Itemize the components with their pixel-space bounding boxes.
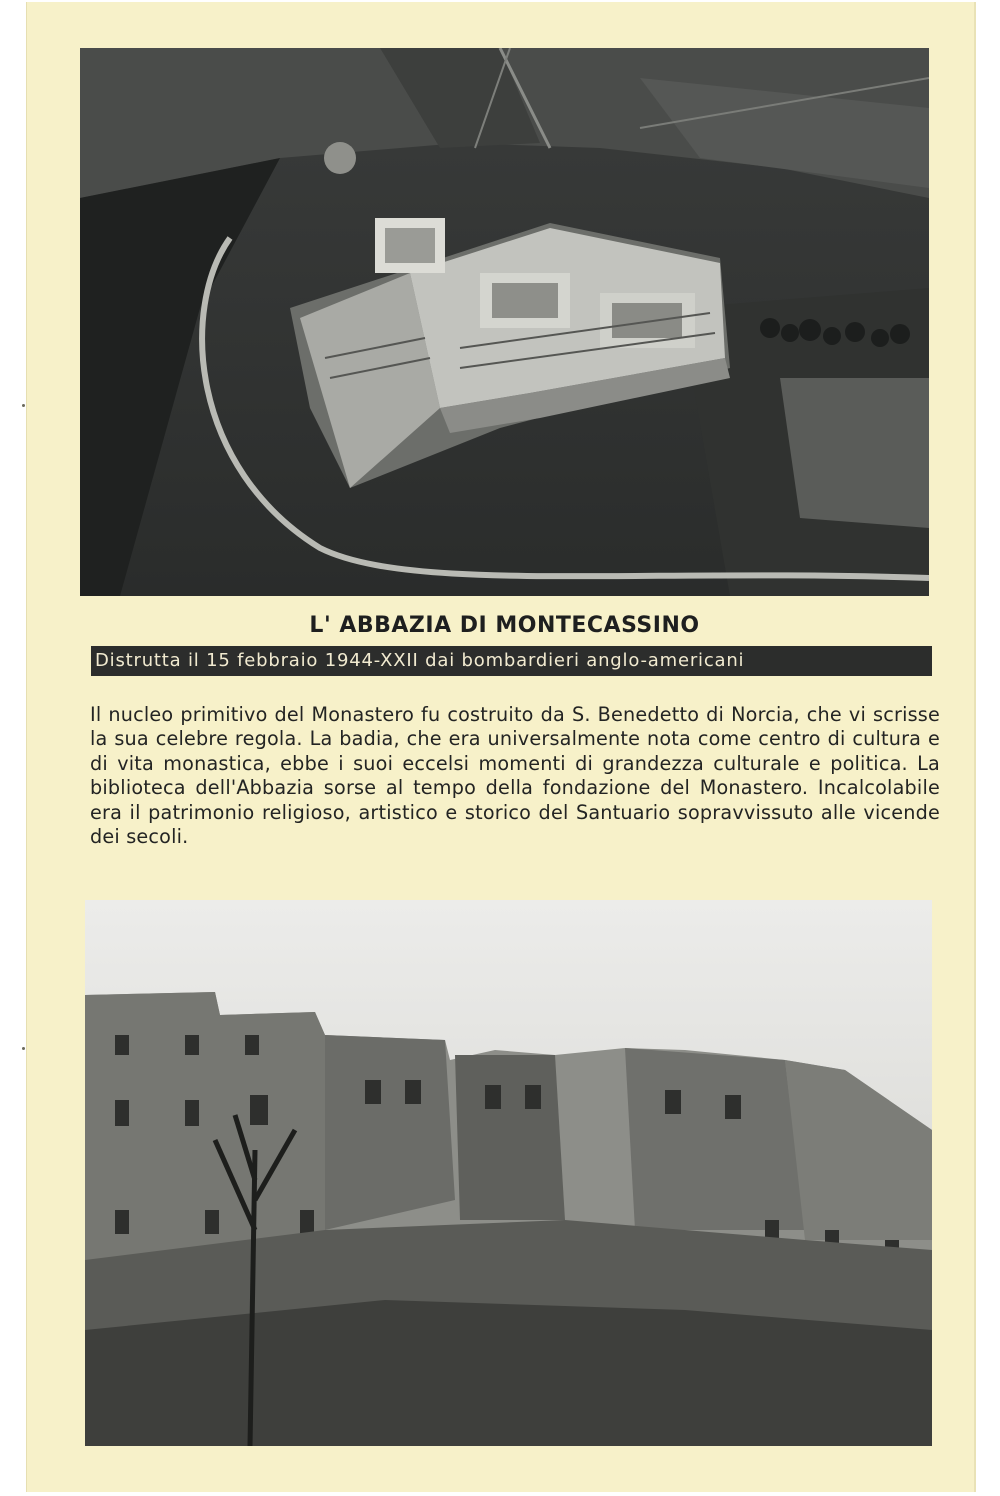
abbey-aerial-photo	[80, 48, 929, 596]
print-speck	[22, 404, 25, 407]
abbey-ruins-photo	[85, 900, 932, 1446]
print-speck	[22, 1047, 25, 1050]
page-title: L' ABBAZIA DI MONTECASSINO	[309, 613, 700, 638]
subtitle-banner: Distrutta il 15 febbraio 1944-XXII dai bombardieri anglo-americani	[91, 646, 932, 676]
description-text: Il nucleo primitivo del Monastero fu costruito da S. Benedetto di Norcia, che vi scrisse la sua celebre regola. La badia, che era universalmente nota come centro di cultura e di vita monastica, ebbe i suoi eccelsi momenti di grandezza culturale e politica. La biblioteca dell'Abbazia sorse al tempo della fondazione del Monastero. Incalcolabile era il patrimonio religioso, artistico e storico del Santuario sopravvissuto alle vicende dei secoli.	[90, 703, 940, 849]
